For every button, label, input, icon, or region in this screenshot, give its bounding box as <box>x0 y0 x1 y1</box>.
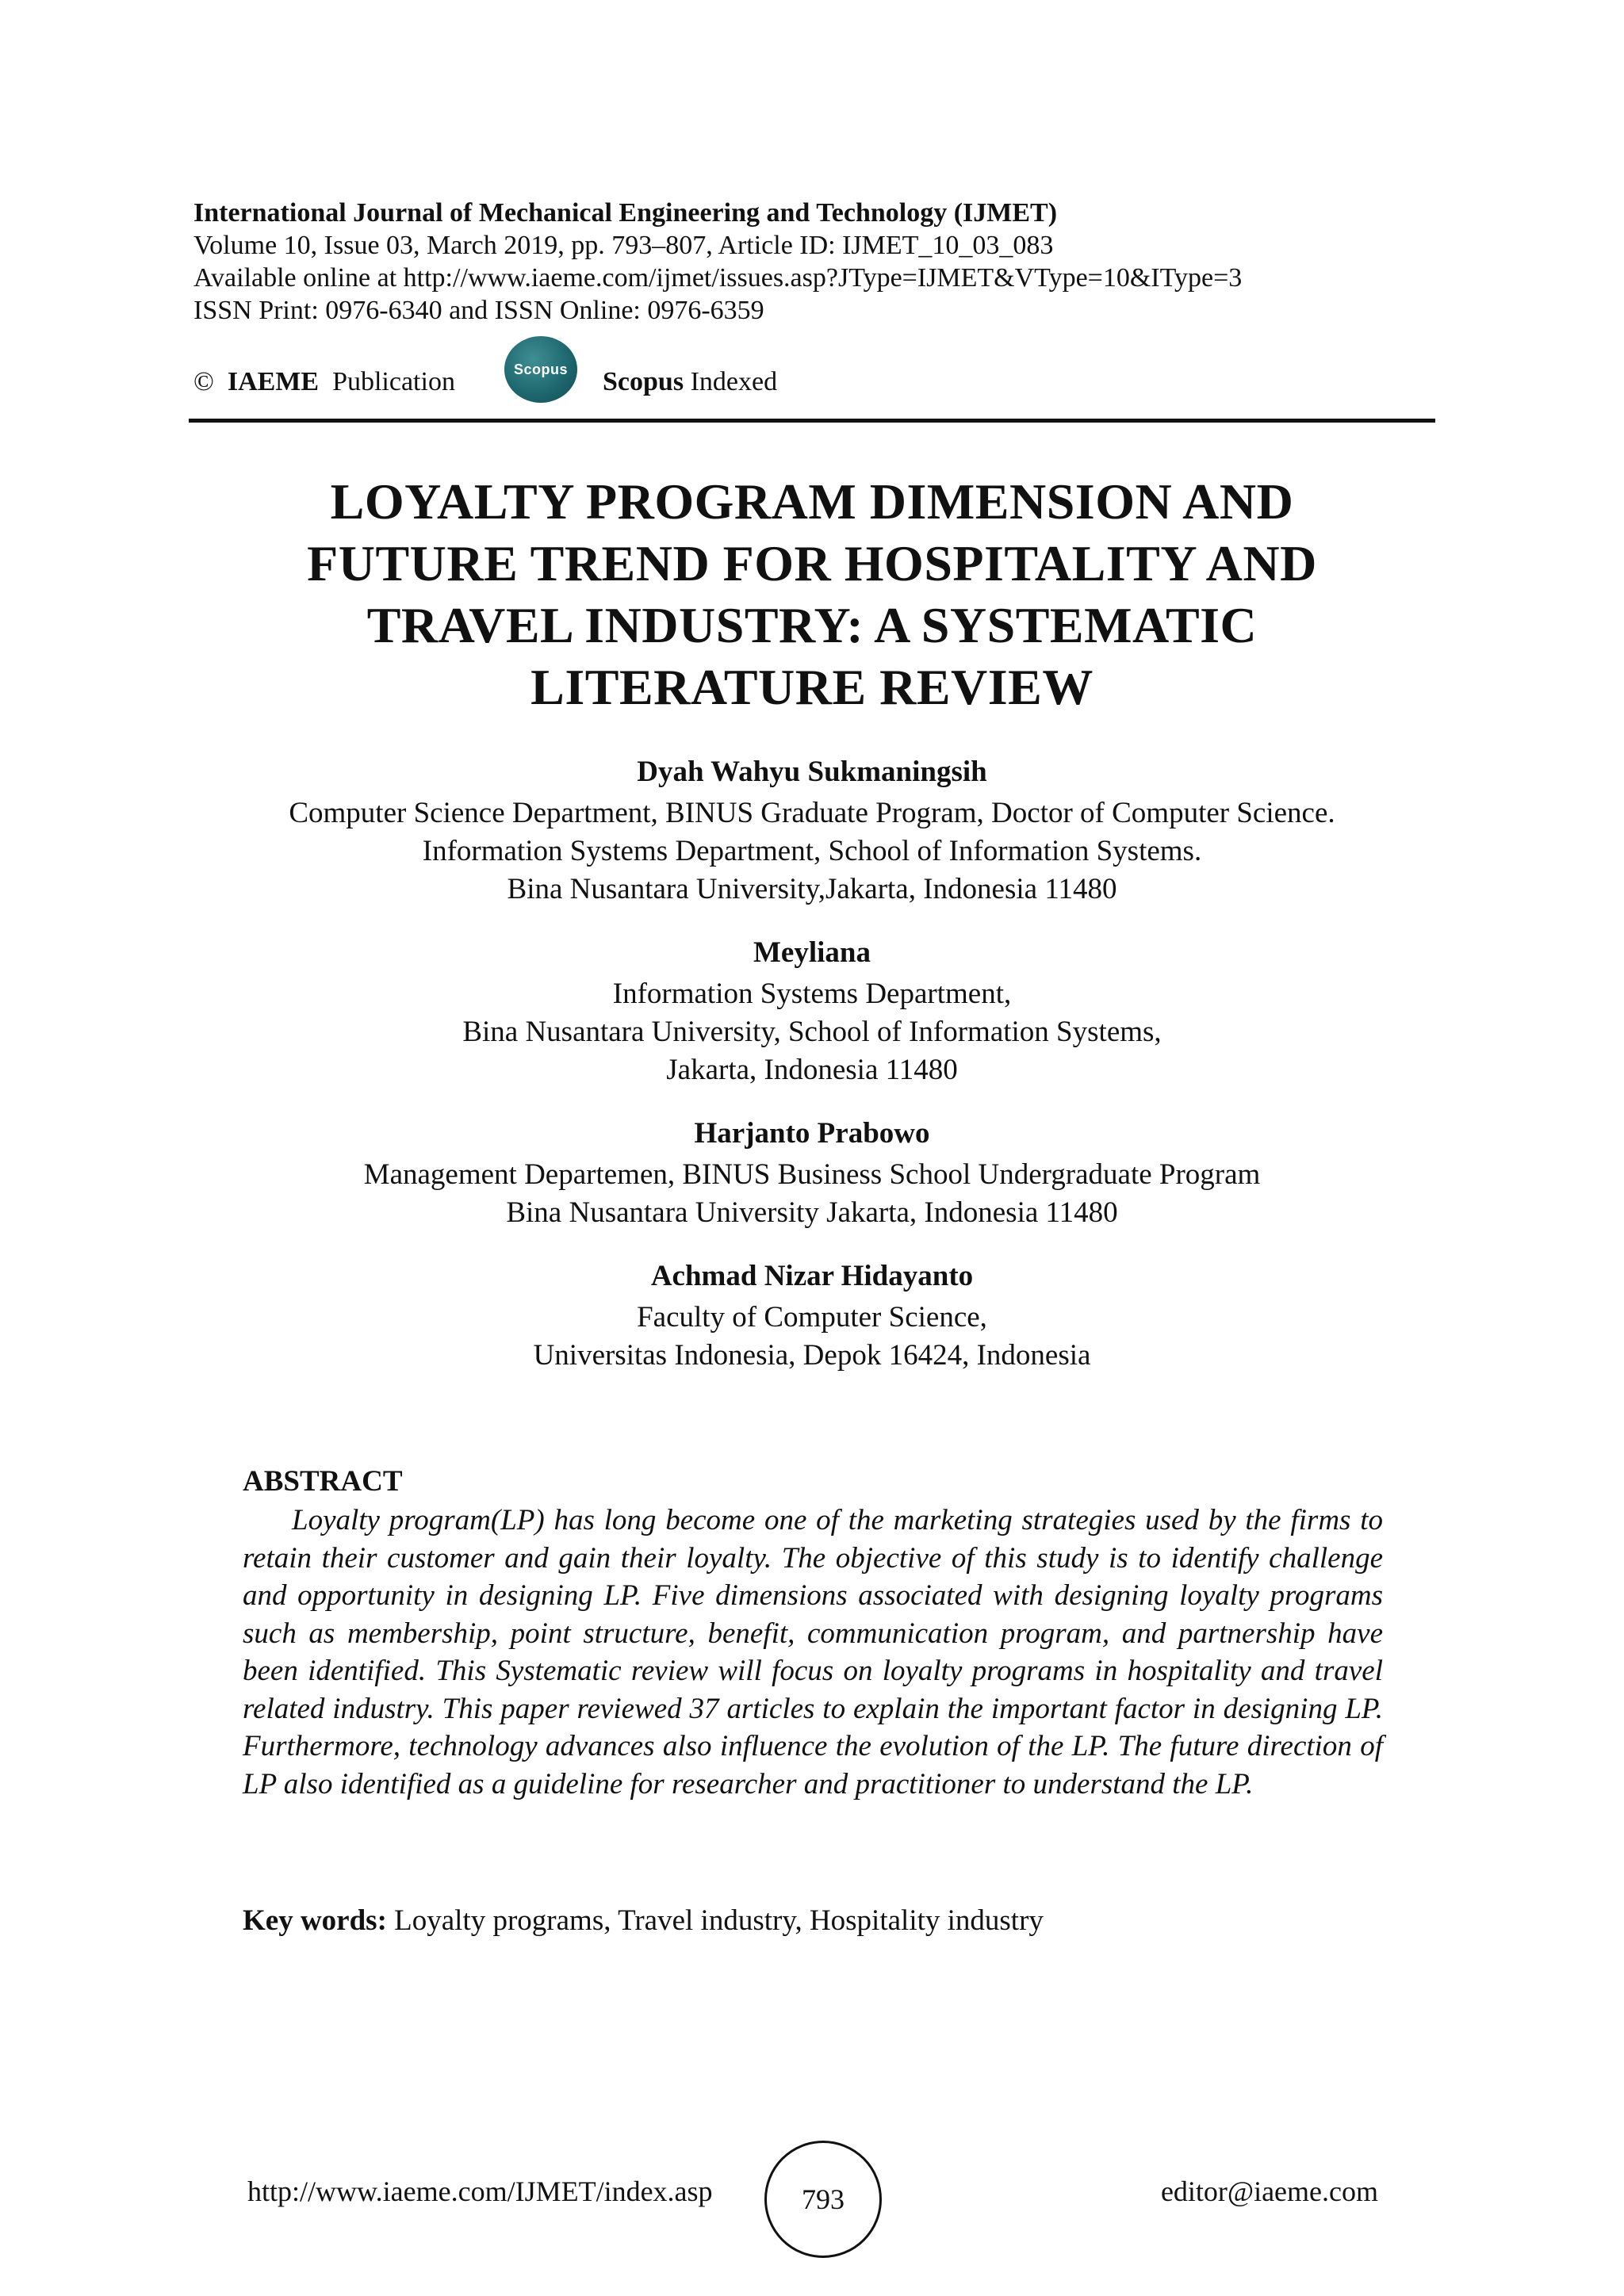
footer-url[interactable]: http://www.iaeme.com/IJMET/index.asp <box>247 2175 713 2207</box>
page-number-text: 793 <box>802 2183 845 2215</box>
affiliation-line: Information Systems Department, School of Information Systems. <box>422 835 1202 867</box>
keywords <box>243 1903 1044 1939</box>
abstract-body: Loyalty program(LP) has long become one of the marketing strategies used by the firms to retain their customer and gain their loyalty. The objective of this study is to identify challenge and opportunity in designing LP. Five dimensions associated with designing loyalty programs such as membership, point structure, benefit, communication program, and partnership have been identified. This Systematic review will focus on loyalty programs in hospitality and travel related industry. This paper reviewed 37 articles to explain the important factor in designing LP. Furthermore, technology advances also influence the evolution of the LP. The future direction of LP also identified as a guideline for researcher and practitioner to understand the LP. <box>243 1504 1383 1800</box>
affiliation-line: Information Systems Department, <box>612 978 1012 1010</box>
issn-line: ISSN Print: 0976-6340 and ISSN Online: 0976-6359 <box>193 296 764 325</box>
author-block <box>193 755 1431 909</box>
keywords-label: Key words: <box>243 1904 387 1937</box>
scopus-logo-icon <box>504 336 577 403</box>
title-line: LITERATURE REVIEW <box>530 659 1094 715</box>
page-footer <box>0 2141 1624 2267</box>
publisher-suffix: Publication <box>332 367 455 396</box>
keywords-text: Loyalty programs, Travel industry, Hospitality industry <box>394 1904 1044 1937</box>
copyright-symbol: © <box>193 367 214 396</box>
journal-title: International Journal of Mechanical Engineering and Technology (IJMET) <box>193 198 1058 228</box>
author-name: Dyah Wahyu Sukmaningsih <box>637 756 987 788</box>
title-line: TRAVEL INDUSTRY: A SYSTEMATIC <box>366 597 1258 653</box>
title-line: FUTURE TREND FOR HOSPITALITY AND <box>307 535 1317 591</box>
abstract-heading: ABSTRACT <box>243 1465 403 1498</box>
abstract-section <box>243 1464 1383 1803</box>
paper-title <box>193 471 1431 718</box>
affiliation-line: Management Departemen, BINUS Business School Undergraduate Program <box>363 1158 1261 1191</box>
author-list <box>193 755 1431 1402</box>
affiliation-line: Bina Nusantara University, School of Information Systems, <box>462 1016 1162 1048</box>
affiliation-line: Faculty of Computer Science, <box>637 1301 987 1334</box>
publisher-name: IAEME <box>227 367 320 396</box>
author-name: Meyliana <box>753 936 871 969</box>
publication-row <box>193 336 1431 408</box>
affiliation-line: Computer Science Department, BINUS Graduate Program, Doctor of Computer Science. <box>289 797 1335 829</box>
scopus-label: Scopus <box>603 367 684 396</box>
affiliation-line: Bina Nusantara University Jakarta, Indonesia 11480 <box>506 1196 1118 1229</box>
scopus-logo-text: Scopus <box>513 361 568 377</box>
publisher-credit <box>193 366 455 398</box>
title-line: LOYALTY PROGRAM DIMENSION AND <box>330 473 1294 530</box>
affiliation-line: Jakarta, Indonesia 11480 <box>666 1054 958 1086</box>
header-divider <box>189 419 1435 423</box>
page-number <box>764 2141 882 2258</box>
journal-header <box>193 197 1431 327</box>
author-block <box>193 936 1431 1089</box>
indexed-label: Indexed <box>690 367 778 396</box>
affiliation-line: Universitas Indonesia, Depok 16424, Indonesia <box>533 1339 1091 1372</box>
author-name: Achmad Nizar Hidayanto <box>650 1260 974 1292</box>
footer-email[interactable]: editor@iaeme.com <box>1160 2175 1378 2207</box>
author-name: Harjanto Prabowo <box>694 1117 930 1150</box>
author-block <box>193 1259 1431 1375</box>
author-block <box>193 1116 1431 1232</box>
affiliation-line: Bina Nusantara University,Jakarta, Indonesia 11480 <box>507 873 1117 905</box>
volume-line: Volume 10, Issue 03, March 2019, pp. 793–807, Article ID: IJMET_10_03_083 <box>193 231 1054 260</box>
scopus-indexed <box>603 366 777 398</box>
available-online-line: Available online at http://www.iaeme.com/ijmet/issues.asp?JType=IJMET&VType=10&IType=3 <box>193 263 1243 293</box>
